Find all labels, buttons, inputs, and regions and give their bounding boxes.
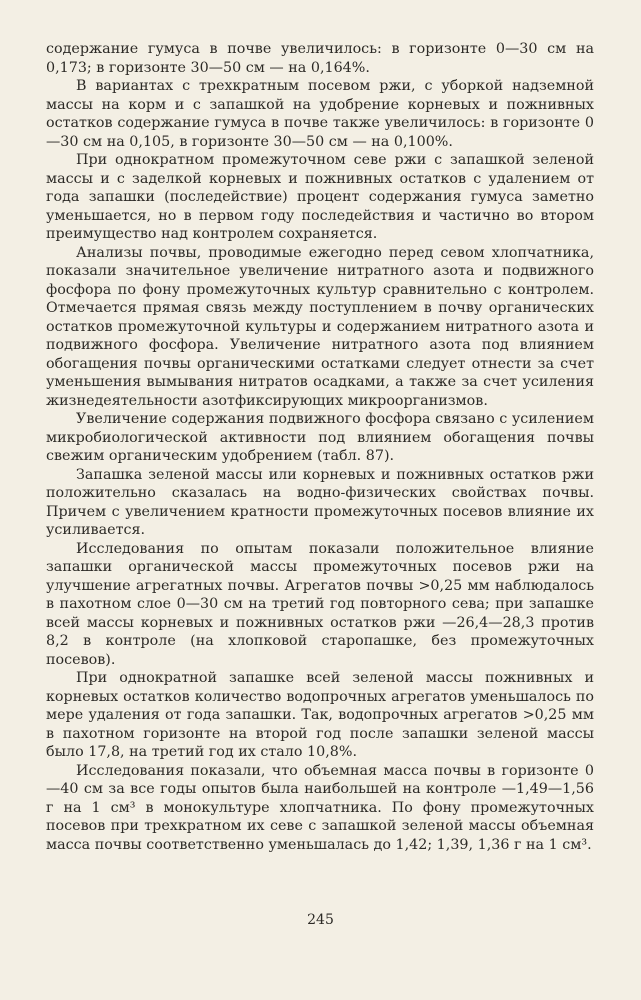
paragraph-single-sowing: При однократном промежуточном севе ржи с запашкой зеленой массы и с заделкой корневых и пожнивных остатков с удалением от года запашки (последействие) процент содержания гумуса заметно уменьшается, но в первом году последействия и частично во втором преимущество над контролем сохраняется. xyxy=(46,152,594,242)
document-body xyxy=(46,40,594,854)
paragraph-triple-sowing: В вариантах с трехкратным посевом ржи, с уборкой надземной массы на корм и с запашкой на удобрение корневых и пожнивных остатков содержание гумуса в почве также увеличилось: в горизонте 0—30 см на 0,105, в горизонте 30—50 см — на 0,100%. xyxy=(46,78,594,150)
paragraph-humus-continuation: содержание гумуса в почве увеличилось: в горизонте 0—30 см на 0,173; в горизонте 30—50 см — на 0,164%. xyxy=(46,41,594,76)
paragraph-soil-analysis: Анализы почвы, проводимые ежегодно перед севом хлопчатника, показали значительное увеличение нитратного азота и подвижного фосфора по фону промежуточных культур сравнительно с контролем. Отмечается прямая связь между поступлением в почву органических остатков промежуточной культуры и содержанием нитратного азота и подвижного фосфора. Увеличение нитратного азота под влиянием обогащения почвы органическими остатками следует отнести за счет уменьшения вымывания нитратов осадками, а также за счет усиления жизнедеятельности азотфиксирующих микроорганизмов. xyxy=(46,244,594,409)
paragraph-phosphorus: Увеличение содержания подвижного фосфора связано с усилением микробиологической активности под влиянием обогащения почвы свежим органическим удобрением (табл. 87). xyxy=(46,411,594,464)
page-number: 245 xyxy=(307,912,334,928)
paragraph-water-physical: Запашка зеленой массы или корневых и пожнивных остатков ржи положительно сказалась на водно-физических свойствах почвы. Причем с увеличением кратности промежуточных посевов влияние их усиливается. xyxy=(46,466,594,538)
paragraph-bulk-density: Исследования показали, что объемная масса почвы в горизонте 0—40 см за все годы опытов была наибольшей на контроле —1,49—1,56 г на 1 см³ в монокультуре хлопчатника. По фону промежуточных посевов при трехкратном их севе с запашкой зеленой массы объемная масса почвы соответственно уменьшалась до 1,42; 1,39, 1,36 г на 1 см³. xyxy=(46,762,594,853)
paragraph-water-stable-aggregates: При однократной запашке всей зеленой массы пожнивных и корневых остатков количество водопрочных агрегатов уменьшалось по мере удаления от года запашки. Так, водопрочных агрегатов >0,25 мм в пахотном горизонте на второй год после запашки зеленой массы было 17,8, на третий год их стало 10,8%. xyxy=(46,670,594,760)
paragraph-aggregates: Исследования по опытам показали положительное влияние запашки органической массы промежуточных посевов ржи на улучшение агрегатных почвы. Агрегатов почвы >0,25 мм наблюдалось в пахотном слое 0—30 см на третий год повторного сева; при запашке всей массы корневых и пожнивных остатков ржи —26,4—28,3 против 8,2 в контроле (на хлопковой старопашке, без промежуточных посевов). xyxy=(46,540,594,668)
